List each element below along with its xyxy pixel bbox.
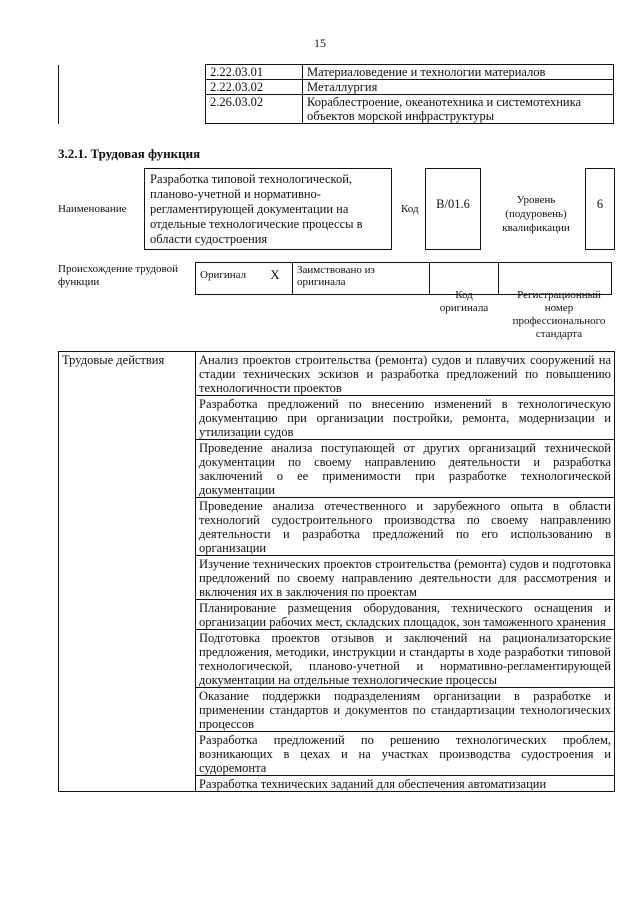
function-name-box: Разработка типовой технологической, планово-учетной и нормативно-регламентирующей документации на отдельные технологические процессы в области судостроения bbox=[144, 168, 392, 250]
table-row bbox=[59, 65, 614, 80]
codes-table bbox=[58, 64, 614, 124]
level-label: Уровень (подуровень) квалификации bbox=[502, 194, 570, 234]
action-item: Анализ проектов строительства (ремонта) судов и плавучих сооружений на стадии технических эскизов и разработка предложений по повышению технологичности проектов bbox=[196, 352, 615, 396]
blank-cell bbox=[59, 65, 206, 124]
action-item: Оказание поддержки подразделениям организации в разработке и применении стандартов и документов по стандартизации технологических процессов bbox=[196, 688, 615, 732]
name-label: Наименование bbox=[58, 203, 127, 215]
action-item: Проведение анализа поступающей от других организаций технической документации по своему направлению деятельности и разработка заключений о ее применимости при разработке технологической документации bbox=[196, 440, 615, 498]
level-value-box: 6 bbox=[585, 168, 615, 250]
actions-heading: Трудовые действия bbox=[59, 352, 196, 792]
labor-actions-table bbox=[58, 351, 615, 792]
section-title: 3.2.1. Трудовая функция bbox=[58, 146, 201, 161]
action-item: Разработка предложений по решению технологических проблем, возникающих в цехах и на участках производства судостроения и судоремонта bbox=[196, 732, 615, 776]
page-number: 15 bbox=[314, 36, 326, 50]
reg-number-caption: Регистрационный номер профессионального стандарта bbox=[512, 289, 606, 340]
action-item: Изучение технических проектов строительства (ремонта) судов и подготовка предложений по своему направлению деятельности для рассмотрения и включения их в заключения по проектам bbox=[196, 556, 615, 600]
name-cell: Материаловедение и технологии материалов bbox=[303, 65, 614, 80]
borrowed-label: Заимствовано из оригинала bbox=[293, 263, 430, 295]
origin-label: Происхождение трудовой функции bbox=[58, 263, 179, 288]
code-label: Код bbox=[401, 203, 419, 215]
table-row bbox=[59, 352, 615, 396]
original-label: Оригинал bbox=[196, 263, 259, 295]
name-cell: Металлургия bbox=[303, 80, 614, 95]
function-code-box: В/01.6 bbox=[425, 168, 481, 250]
code-cell: 2.26.03.02 bbox=[206, 95, 303, 124]
action-item: Разработка технических заданий для обеспечения автоматизации bbox=[196, 776, 615, 792]
code-cell: 2.22.03.01 bbox=[206, 65, 303, 80]
name-cell: Кораблестроение, океанотехника и системотехника объектов морской инфраструктуры bbox=[303, 95, 614, 124]
original-mark: X bbox=[258, 263, 293, 295]
action-item: Подготовка проектов отзывов и заключений на рационализаторские предложения, методики, инструкции и стандарты в ходе разработки типовой технологической, планово-учетной и нормативно-регламентирующей документации на отдельные технологические процессы bbox=[196, 630, 615, 688]
action-item: Планирование размещения оборудования, технического оснащения и организации рабочих мест, складских площадок, зон таможенного хранения bbox=[196, 600, 615, 630]
code-original-caption: Код оригинала bbox=[439, 289, 489, 314]
action-item: Проведение анализа отечественного и зарубежного опыта в области технологий судостроительного производства по своему направлению деятельности и разработка предложений по его использованию в организации bbox=[196, 498, 615, 556]
action-item: Разработка предложений по внесению изменений в технологическую документацию при организации постройки, ремонта, модернизации и утилизации судов bbox=[196, 396, 615, 440]
code-cell: 2.22.03.02 bbox=[206, 80, 303, 95]
